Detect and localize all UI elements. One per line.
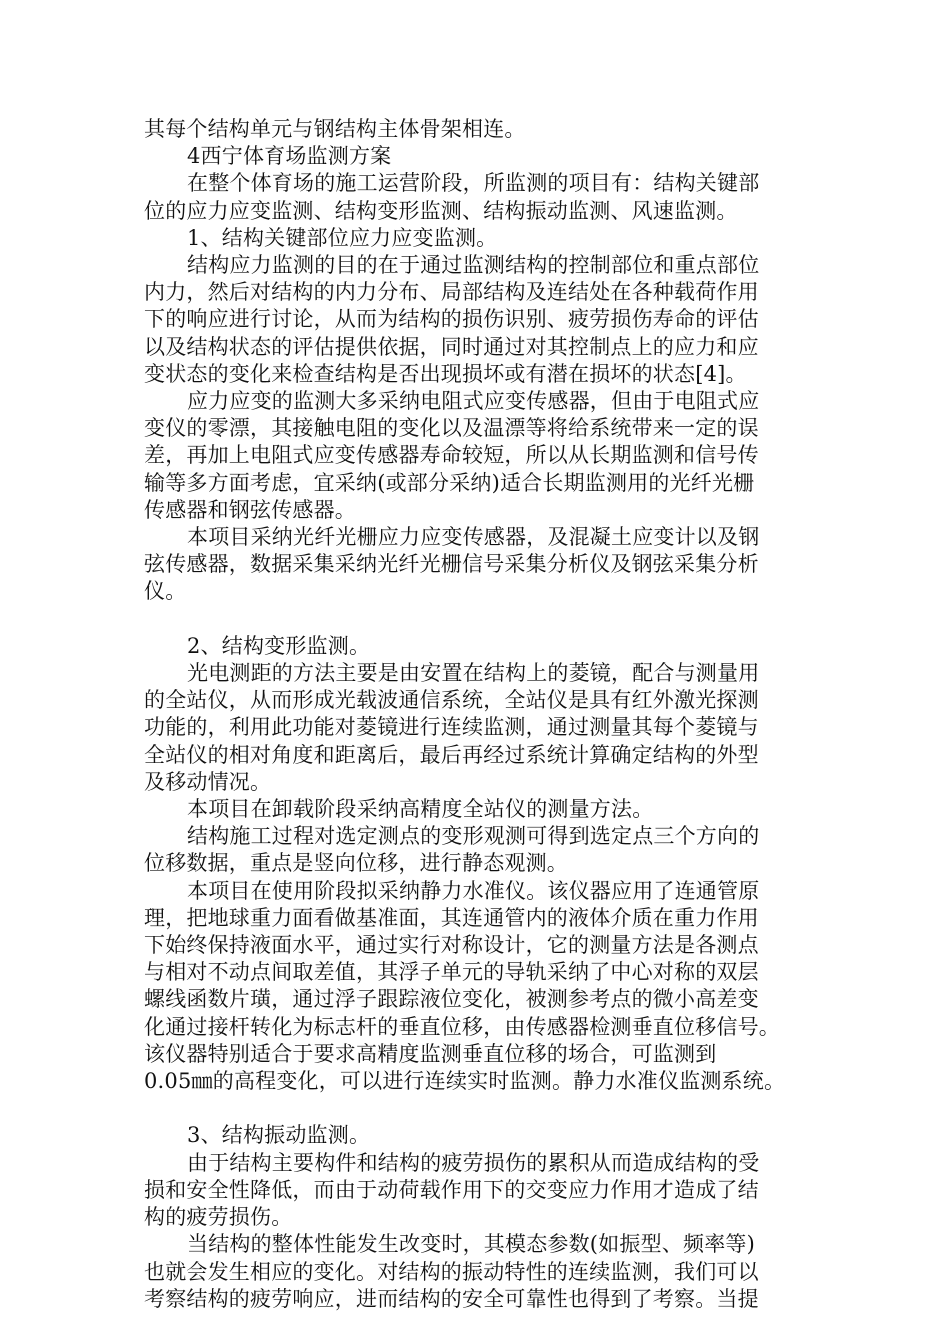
text-line: 本项目采纳光纤光栅应力应变传感器，及混凝土应变计以及钢 [187,525,760,550]
text-line: 结构施工过程对选定测点的变形观测可得到选定点三个方向的 [187,824,760,849]
text-line: 及移动情况。 [144,769,272,794]
blank-line [144,1095,814,1122]
text-line: 理，把地球重力面看做基准面，其连通管内的液体介质在重力作用 [144,905,759,930]
text-line: 当结构的整体性能发生改变时，其模态参数(如振型、频率等) [187,1232,755,1257]
text-line: 化通过接杆转化为标志杆的垂直位移，由传感器检测垂直位移信号。 [144,1014,780,1039]
text-line: 的全站仪，从而形成光载波通信系统，全站仪是具有红外激光探测 [144,688,759,713]
text-line: 在整个体育场的施工运营阶段，所监测的项目有：结构关键部 [187,171,760,196]
text-line: 1、结构关键部位应力应变监测。 [187,225,498,250]
text-line: 全站仪的相对角度和距离后，最后再经过系统计算确定结构的外型 [144,742,759,767]
text-line: 本项目在使用阶段拟采纳静力水准仪。该仪器应用了连通管原 [187,878,760,903]
text-line: 4西宁体育场监测方案 [187,144,392,169]
text-line: 结构应力监测的目的在于通过监测结构的控制部位和重点部位 [187,253,760,278]
text-line: 下始终保持液面水平，通过实行对称设计，它的测量方法是各测点 [144,933,759,958]
text-line: 仪。 [144,579,187,604]
text-line: 也就会发生相应的变化。对结构的振动特性的连续监测，我们可以 [144,1259,759,1284]
text-line: 输等多方面考虑，宜采纳(或部分采纳)适合长期监测用的光纤光栅 [144,470,755,495]
text-line: 以及结构状态的评估提供依据，同时通过对其控制点上的应力和应 [144,334,759,359]
text-line: 螺线函数片璜，通过浮子跟踪液位变化，被测参考点的微小高差变 [144,987,759,1012]
text-line: 0.05㎜的高程变化，可以进行连续实时监测。静力水准仪监测系统。 [144,1069,786,1094]
text-line: 功能的，利用此功能对菱镜进行连续监测，通过测量其每个菱镜与 [144,715,759,740]
text-line: 变仪的零漂，其接触电阻的变化以及温漂等将给系统带来一定的误 [144,416,759,441]
text-line: 损和安全性降低，而由于动荷载作用下的交变应力作用才造成了结 [144,1177,759,1202]
text-line: 应力应变的监测大多采纳电阻式应变传感器，但由于电阻式应 [187,389,760,414]
text-line: 其每个结构单元与钢结构主体骨架相连。 [144,117,526,141]
text-line: 位的应力应变监测、结构变形监测、结构振动监测、风速监测。 [144,198,738,223]
text-line: 弦传感器，数据采集采纳光纤光栅信号采集分析仪及钢弦采集分析 [144,552,759,577]
text-line: 内力，然后对结构的内力分布、局部结构及连结处在各种载荷作用 [144,280,759,305]
text-line: 由于结构主要构件和结构的疲劳损伤的累积从而造成结构的受 [187,1150,760,1175]
text-line: 与相对不动点间取差值，其浮子单元的导轨采纳了中心对称的双层 [144,960,759,985]
text-line: 该仪器特别适合于要求高精度监测垂直位移的场合，可监测到 [144,1041,717,1066]
text-line: 构的疲劳损伤。 [144,1205,293,1230]
text-line: 下的响应进行讨论，从而为结构的损伤识别、疲劳损伤寿命的评估 [144,307,759,332]
text-line: 2、结构变形监测。 [187,633,371,658]
blank-line [144,606,814,633]
text-line: 3、结构振动监测。 [187,1123,371,1148]
text-line: 位移数据，重点是竖向位移，进行静态观测。 [144,851,568,876]
text-line: 考察结构的疲劳响应，进而结构的安全可靠性也得到了考察。当提 [144,1286,759,1311]
text-line: 差，再加上电阻式应变传感器寿命较短，所以从长期监测和信号传 [144,443,759,468]
document-body [144,116,814,1313]
text-line: 传感器和钢弦传感器。 [144,497,356,522]
text-line: 本项目在卸载阶段采纳高精度全站仪的测量方法。 [187,797,654,822]
text-line: 光电测距的方法主要是由安置在结构上的菱镜，配合与测量用 [187,661,760,686]
text-line: 变状态的变化来检查结构是否出现损坏或有潜在损坏的状态[4]。 [144,361,747,386]
